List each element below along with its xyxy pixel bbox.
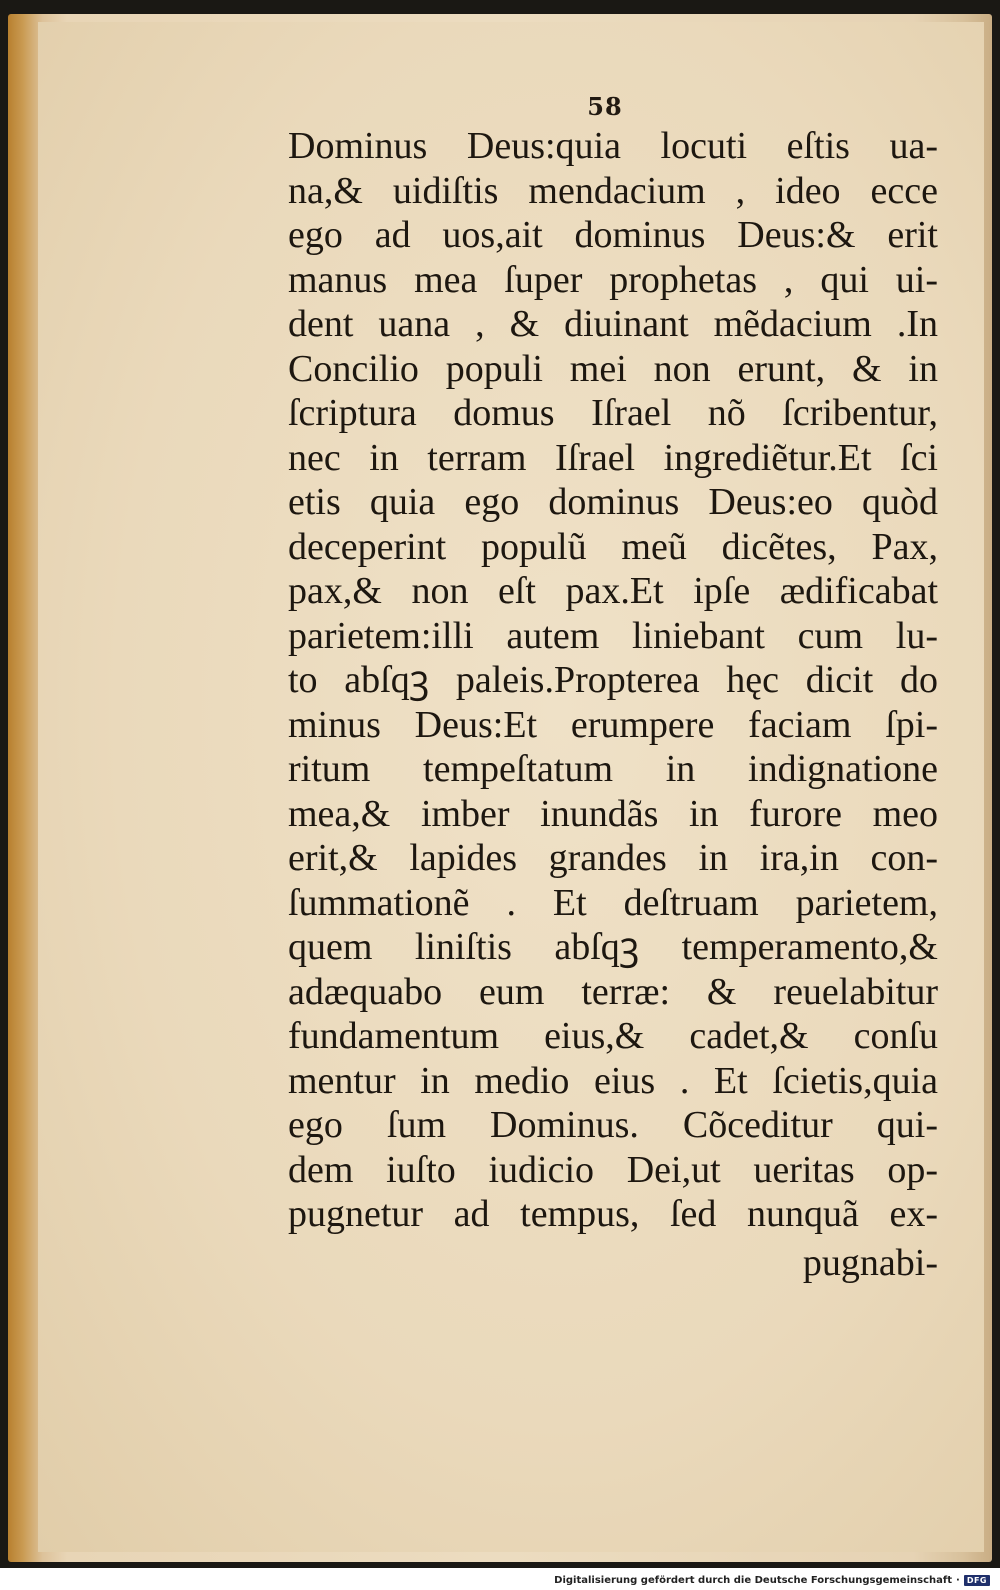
text-line: ego ſum Dominus. Cõceditur qui- — [288, 1104, 938, 1146]
text-line: ritum tempeſtatum in indignatione — [288, 748, 938, 790]
text-line: ego ad uos,ait dominus Deus:& erit — [288, 214, 938, 256]
text-line: to abſqꝫ paleis.Propterea hęc dicit do — [288, 659, 938, 701]
text-line: etis quia ego dominus Deus:eo quòd — [288, 481, 938, 523]
text-line: pax,& non eſt pax.Et ipſe ædificabat — [288, 570, 938, 612]
dfg-logo: DFG — [964, 1575, 990, 1586]
text-line: na,& uidiſtis mendacium , ideo ecce — [288, 169, 938, 212]
text-line: minus Deus:Et erumpere faciam ſpi- — [288, 703, 938, 746]
credit-text: Digitalisierung gefördert durch die Deutsche Forschungsgemeinschaft — [554, 1574, 953, 1586]
text-line: Concilio populi mei non erunt, & in — [288, 347, 938, 390]
text-line: ſcriptura domus Iſrael nõ ſcribentur, — [288, 392, 938, 434]
text-line: dem iuſto iudicio Dei,ut ueritas op- — [288, 1148, 938, 1191]
text-line: Dominus Deus:quia locuti eſtis ua- — [288, 125, 938, 167]
text-line: nec in terram Iſrael ingrediẽtur.Et ſci — [288, 436, 938, 479]
text-line: mea,& imber inundãs in furore meo — [288, 792, 938, 835]
text-line: parietem:illi autem liniebant cum lu- — [288, 614, 938, 657]
text-line: pugnetur ad tempus, ſed nunquã ex- — [288, 1193, 938, 1235]
text-line: dent uana , & diuinant mẽdacium .In — [288, 303, 938, 345]
text-line: deceperint populũ meũ dicẽtes, Pax, — [288, 525, 938, 568]
digitization-credit — [554, 1573, 990, 1587]
text-line: adæquabo eum terræ: & reuelabitur — [288, 970, 938, 1013]
text-line: erit,& lapides grandes in ira,in con- — [288, 837, 938, 879]
text-line: ſummationẽ . Et deſtruam parietem, — [288, 881, 938, 924]
text-line: fundamentum eius,& cadet,& conſu — [288, 1015, 938, 1057]
catchword: pugnabi- — [802, 1241, 938, 1284]
text-line: quem liniſtis abſqꝫ temperamento,& — [288, 926, 938, 968]
separator: · — [956, 1574, 960, 1586]
text-line: mentur in medio eius . Et ſcietis,quia — [288, 1059, 938, 1102]
text-line: manus mea ſuper prophetas , qui ui- — [288, 258, 938, 301]
page-number: 58 — [587, 92, 623, 121]
page-text — [288, 124, 938, 1289]
